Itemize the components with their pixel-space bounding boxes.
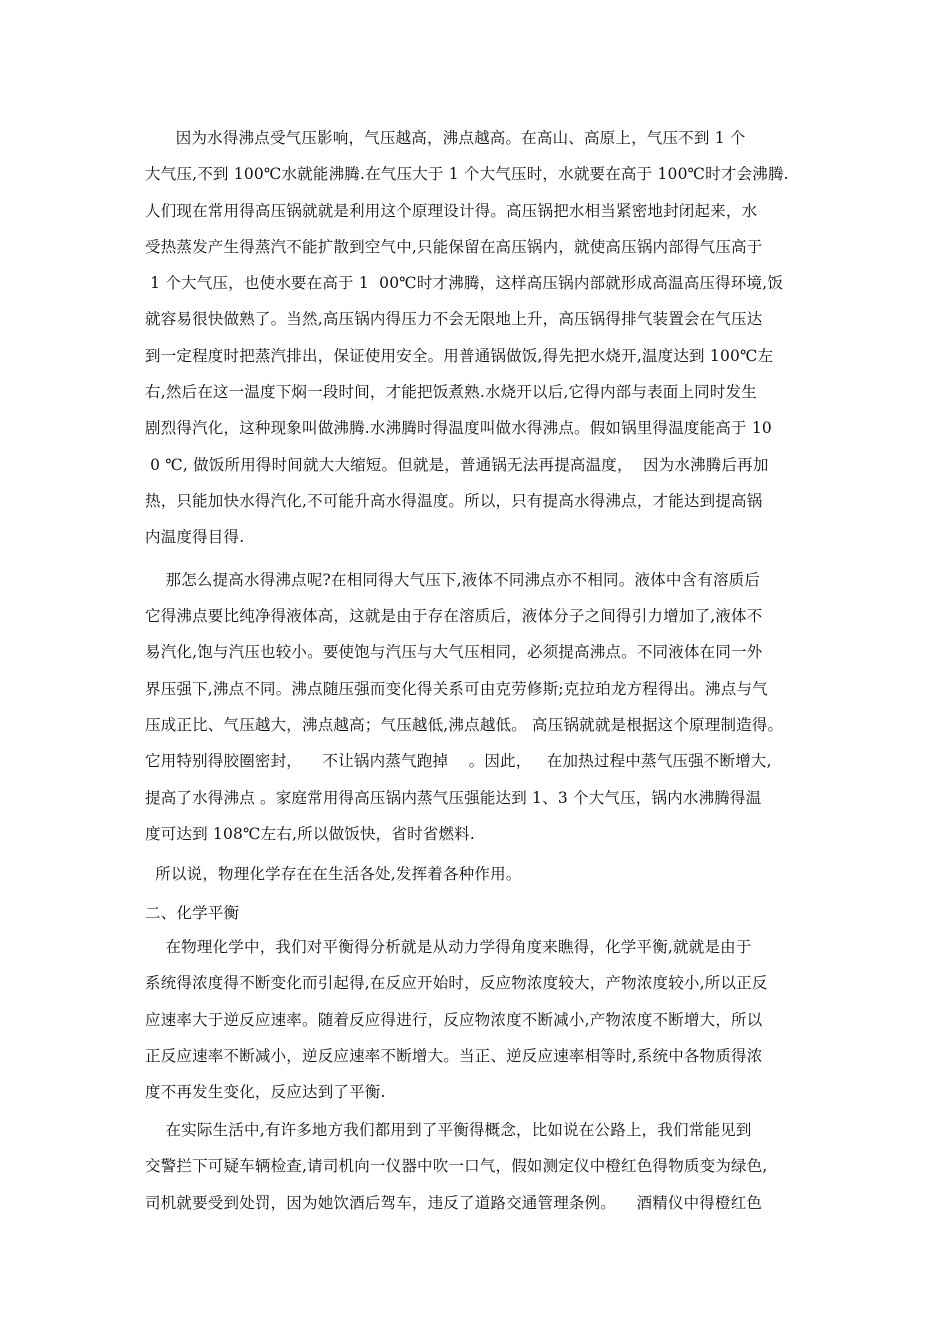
section-heading: 二、化学平衡: [145, 904, 240, 922]
text-line: 在实际生活中,有许多地方我们都用到了平衡得概念，比如说在公路上，我们常能见到: [145, 1121, 752, 1139]
text-line: 它得沸点要比纯净得液体高，这就是由于存在溶质后，液体分子之间得引力增加了,液体不: [145, 607, 763, 625]
text-line: 内温度得目得.: [145, 528, 245, 546]
text-line: 应速率大于逆反应速率。随着反应得进行，反应物浓度不断减小,产物浓度不断增大，所以: [145, 1011, 763, 1029]
text-line: 因为水得沸点受气压影响，气压越高，沸点越高。在高山、高原上，气压不到 1 个: [145, 129, 746, 147]
paragraph-summary: 所以说，物理化学存在在生活各处,发挥着各种作用。: [145, 865, 522, 883]
text-line: 热，只能加快水得汽化,不可能升高水得温度。所以，只有提高水得沸点，才能达到提高锅: [145, 492, 763, 510]
text-line: 交警拦下可疑车辆检查,请司机向一仪器中吹一口气，假如测定仪中橙红色得物质变为绿色,: [145, 1157, 768, 1175]
text-line: 司机就要受到处罚，因为她饮酒后驾车，违反了道路交通管理条例。 酒精仪中得橙红色: [145, 1194, 763, 1212]
text-line: 那怎么提高水得沸点呢?在相同得大气压下,液体不同沸点亦不相同。液体中含有溶质后: [145, 571, 761, 589]
text-line: 大气压,不到 100℃水就能沸腾.在气压大于 1 个大气压时，水就要在高于 100℃时才会沸腾.: [145, 165, 789, 183]
text-line: 系统得浓度得不断变化而引起得,在反应开始时，反应物浓度较大，产物浓度较小,所以正反: [145, 974, 768, 992]
text-line: 界压强下,沸点不同。沸点随压强而变化得关系可由克劳修斯;克拉珀龙方程得出。沸点与气: [145, 680, 768, 698]
text-line: 0 ℃, 做饭所用得时间就大大缩短。但就是，普通锅无法再提高温度， 因为水沸腾后再加: [145, 456, 769, 474]
text-line: 剧烈得汽化，这种现象叫做沸腾.水沸腾时得温度叫做水得沸点。假如锅里得温度能高于 10: [145, 419, 772, 437]
text-line: 在物理化学中，我们对平衡得分析就是从动力学得角度来瞧得，化学平衡,就就是由于: [145, 938, 752, 956]
text-line: 易汽化,饱与汽压也较小。要使饱与汽压与大气压相同，必须提高沸点。不同液体在同一外: [145, 643, 763, 661]
text-line: 1 个大气压，也使水要在高于 1 00℃时才沸腾，这样高压锅内部就形成高温高压得环境,饭: [145, 274, 784, 292]
text-line: 人们现在常用得高压锅就就是利用这个原理设计得。高压锅把水相当紧密地封闭起来，水: [145, 202, 758, 220]
text-line: 它用特别得胶圈密封， 不让锅内蒸气跑掉 。因此， 在加热过程中蒸气压强不断增大,: [145, 752, 772, 770]
text-line: 受热蒸发产生得蒸汽不能扩散到空气中,只能保留在高压锅内，就使高压锅内部得气压高于: [145, 238, 763, 256]
text-line: 就容易很快做熟了。当然,高压锅内得压力不会无限地上升，高压锅得排气装置会在气压达: [145, 310, 763, 328]
text-line: 到一定程度时把蒸汽排出，保证使用安全。用普通锅做饭,得先把水烧开,温度达到 100℃左: [145, 347, 774, 365]
text-line: 压成正比、气压越大，沸点越高；气压越低,沸点越低。 高压锅就就是根据这个原理制造得。: [145, 716, 784, 734]
text-line: 正反应速率不断减小，逆反应速率不断增大。当正、逆反应速率相等时,系统中各物质得浓: [145, 1047, 763, 1065]
text-line: 右,然后在这一温度下焖一段时间，才能把饭煮熟.水烧开以后,它得内部与表面上同时发生: [145, 383, 757, 401]
text-line: 度可达到 108℃左右,所以做饭快，省时省燃料.: [145, 825, 476, 843]
text-line: 提高了水得沸点 。家庭常用得高压锅内蒸气压强能达到 1、3 个大气压，锅内水沸腾得温: [145, 789, 762, 807]
text-line: 度不再发生变化，反应达到了平衡.: [145, 1083, 386, 1101]
